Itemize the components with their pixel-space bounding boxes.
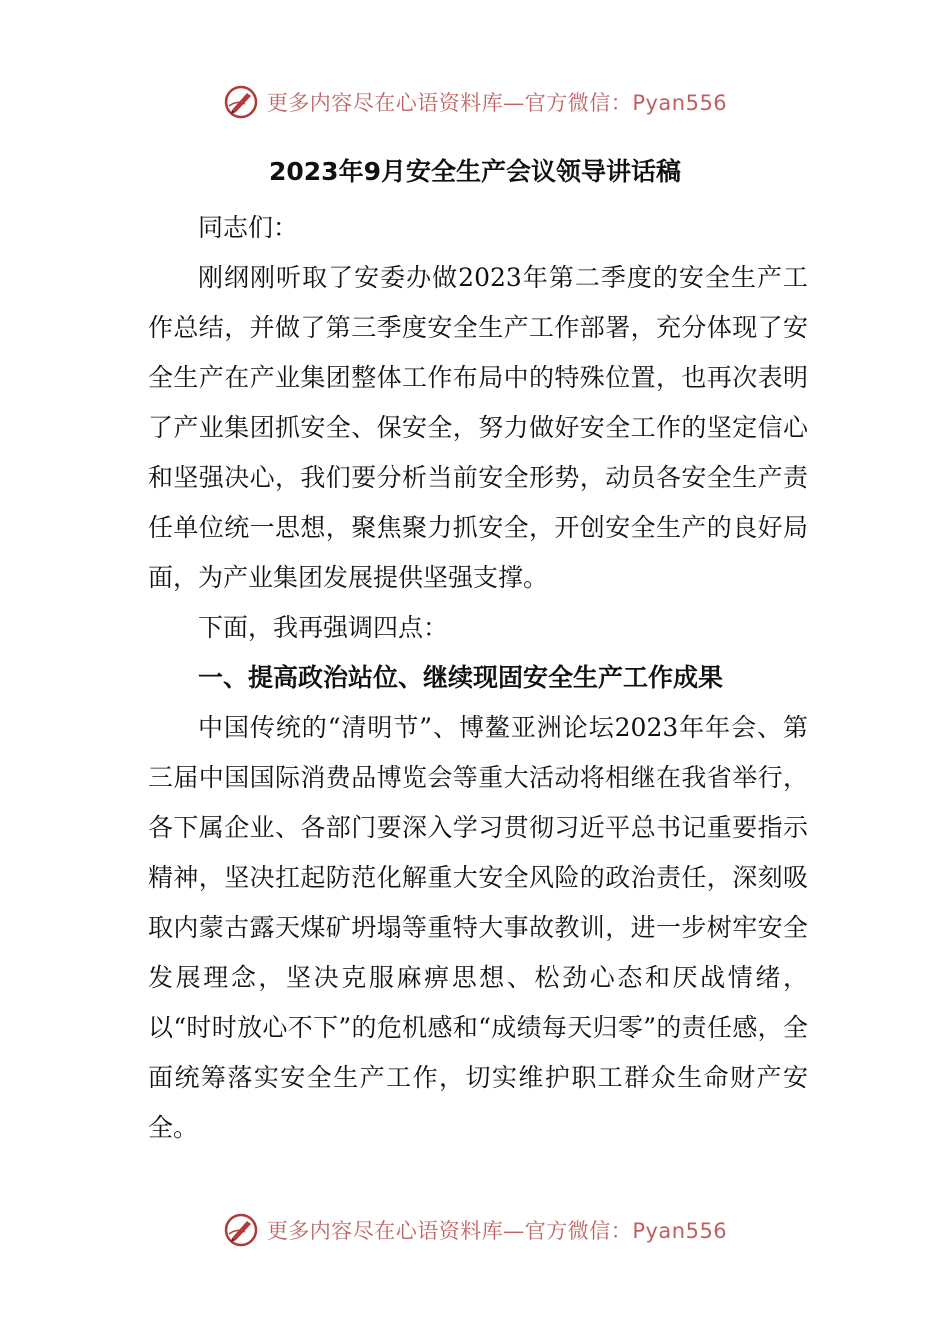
watermark-banner-top <box>0 80 950 124</box>
pen-logo-icon <box>223 1212 259 1248</box>
wechat-id: Pyan556 <box>632 91 728 115</box>
intro-paragraph: 刚纲刚听取了安委办做2023年第二季度的安全生产工作总结，并做了第三季度安全生产工作部署，充分体现了安全生产在产业集团整体工作布局中的特殊位置，也再次表明了产业集团抓安全、保安全，努力做好安全工作的坚定信心和坚强决心，我们要分析当前安全形势，动员各安全生产责任单位统一思想，聚焦聚力抓安全，开创安全生产的良好局面，为产业集团发展提供坚强支撑。 <box>148 263 808 592</box>
salutation: 同志们： <box>198 213 299 242</box>
watermark-banner-bottom <box>0 1208 950 1252</box>
watermark-text: 更多内容尽在心语资料库—官方微信：Pyan556 <box>266 1219 728 1243</box>
document-title: 2023年9月安全生产会议领导讲话稿 <box>269 157 681 186</box>
wechat-id: Pyan556 <box>632 1219 728 1243</box>
watermark-text: 更多内容尽在心语资料库—官方微信：Pyan556 <box>266 91 728 115</box>
section-1-paragraph: 中国传统的“清明节”、博鳌亚洲论坛2023年年会、第三届中国国际消费品博览会等重大活动将相继在我省举行，各下属企业、各部门要深入学习贯彻习近平总书记重要指示精神，坚决扛起防范化解重大安全风险的政治责任，深刻吸取内蒙古露天煤矿坍塌等重特大事故教训，进一步树牢安全发展理念，坚决克服麻痹思想、松劲心态和厌战情绪，以“时时放心不下”的危机感和“成绩每天归零”的责任感，全面统筹落实安全生产工作，切实维护职工群众生命财产安全。 <box>148 713 808 1142</box>
transition-paragraph: 下面，我再强调四点： <box>198 613 449 642</box>
pen-logo-icon <box>223 84 259 120</box>
document-body <box>148 203 808 1153</box>
section-heading-1: 一、提高政治站位、继续现固安全生产工作成果 <box>198 663 724 692</box>
